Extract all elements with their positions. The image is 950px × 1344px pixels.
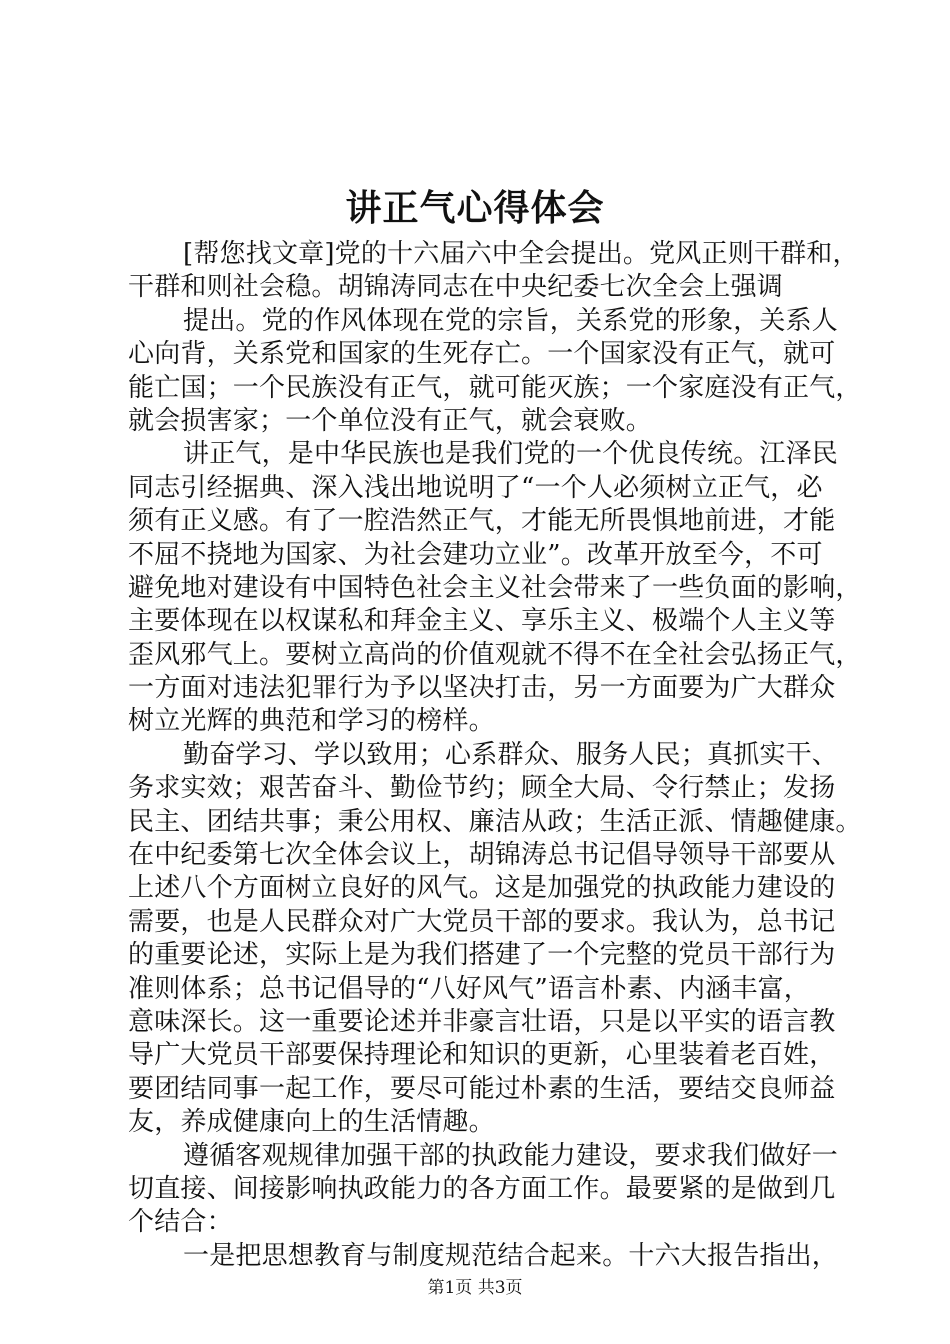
document-title: 讲正气心得体会 [345, 187, 605, 229]
text-line: 提出。党的作风体现在党的宗旨，关系党的形象，关系人 [183, 305, 839, 336]
text-line: 务求实效；艰苦奋斗、勤俭节约；顾全大局、令行禁止；发扬 [128, 773, 836, 804]
text-line: 友，养成健康向上的生活情趣。 [128, 1107, 495, 1138]
text-line: 一方面对违法犯罪行为予以坚决打击，另一方面要为广大群众 [128, 673, 836, 704]
text-line: 歪风邪气上。要树立高尚的价值观就不得不在全社会弘扬正气， [128, 639, 862, 670]
text-line: 民主、团结共事；秉公用权、廉洁从政；生活正派、情趣健康。 [128, 806, 862, 837]
text-line: 主要体现在以权谋私和拜金主义、享乐主义、极端个人主义等 [128, 606, 836, 637]
text-line: 在中纪委第七次全体会议上，胡锦涛总书记倡导领导干部要从 [128, 840, 836, 871]
text-line: 能亡国；一个民族没有正气，就可能灭族；一个家庭没有正气， [128, 372, 862, 403]
text-line: 一是把思想教育与制度规范结合起来。十六大报告指出， [183, 1240, 839, 1271]
text-line: 意味深长。这一重要论述并非豪言壮语，只是以平实的语言教 [128, 1006, 836, 1037]
text-line: 上述八个方面树立良好的风气。这是加强党的执政能力建设的 [128, 873, 836, 904]
document-body [128, 238, 862, 1273]
text-line: 勤奋学习、学以致用；心系群众、服务人民；真抓实干、 [183, 739, 839, 770]
text-line: 切直接、间接影响执政能力的各方面工作。最要紧的是做到几 [128, 1173, 836, 1204]
text-line: 准则体系；总书记倡导的“八好风气”语言朴素、内涵丰富， [128, 973, 810, 1004]
text-line: 遵循客观规律加强干部的执政能力建设，要求我们做好一 [183, 1140, 839, 1171]
text-line: [帮您找文章]党的十六届六中全会提出。党风正则干群和， [183, 239, 859, 269]
text-line: 树立光辉的典范和学习的榜样。 [128, 706, 495, 737]
text-line: 不屈不挠地为国家、为社会建功立业”。改革开放至今，不可 [128, 539, 823, 570]
text-line: 讲正气，是中华民族也是我们党的一个优良传统。江泽民 [183, 439, 839, 470]
text-line: 心向背，关系党和国家的生死存亡。一个国家没有正气，就可 [128, 339, 836, 370]
text-line: 需要，也是人民群众对广大党员干部的要求。我认为，总书记 [128, 906, 836, 937]
text-line: 同志引经据典、深入浅出地说明了“一个人必须树立正气，必 [128, 472, 823, 503]
text-line: 干群和则社会稳。胡锦涛同志在中央纪委七次全会上强调 [128, 272, 784, 303]
text-line: 导广大党员干部要保持理论和知识的更新，心里装着老百姓， [128, 1040, 836, 1071]
text-line: 须有正义感。有了一腔浩然正气，才能无所畏惧地前进，才能 [128, 506, 836, 537]
text-line: 就会损害家；一个单位没有正气，就会衰败。 [128, 405, 653, 436]
text-line: 避免地对建设有中国特色社会主义社会带来了一些负面的影响， [128, 572, 862, 603]
text-line: 的重要论述，实际上是为我们搭建了一个完整的党员干部行为 [128, 940, 836, 971]
page-footer: 第1页 共3页 [427, 1278, 523, 1298]
text-line: 要团结同事一起工作，要尽可能过朴素的生活，要结交良师益 [128, 1073, 836, 1104]
text-line: 个结合： [128, 1207, 233, 1238]
